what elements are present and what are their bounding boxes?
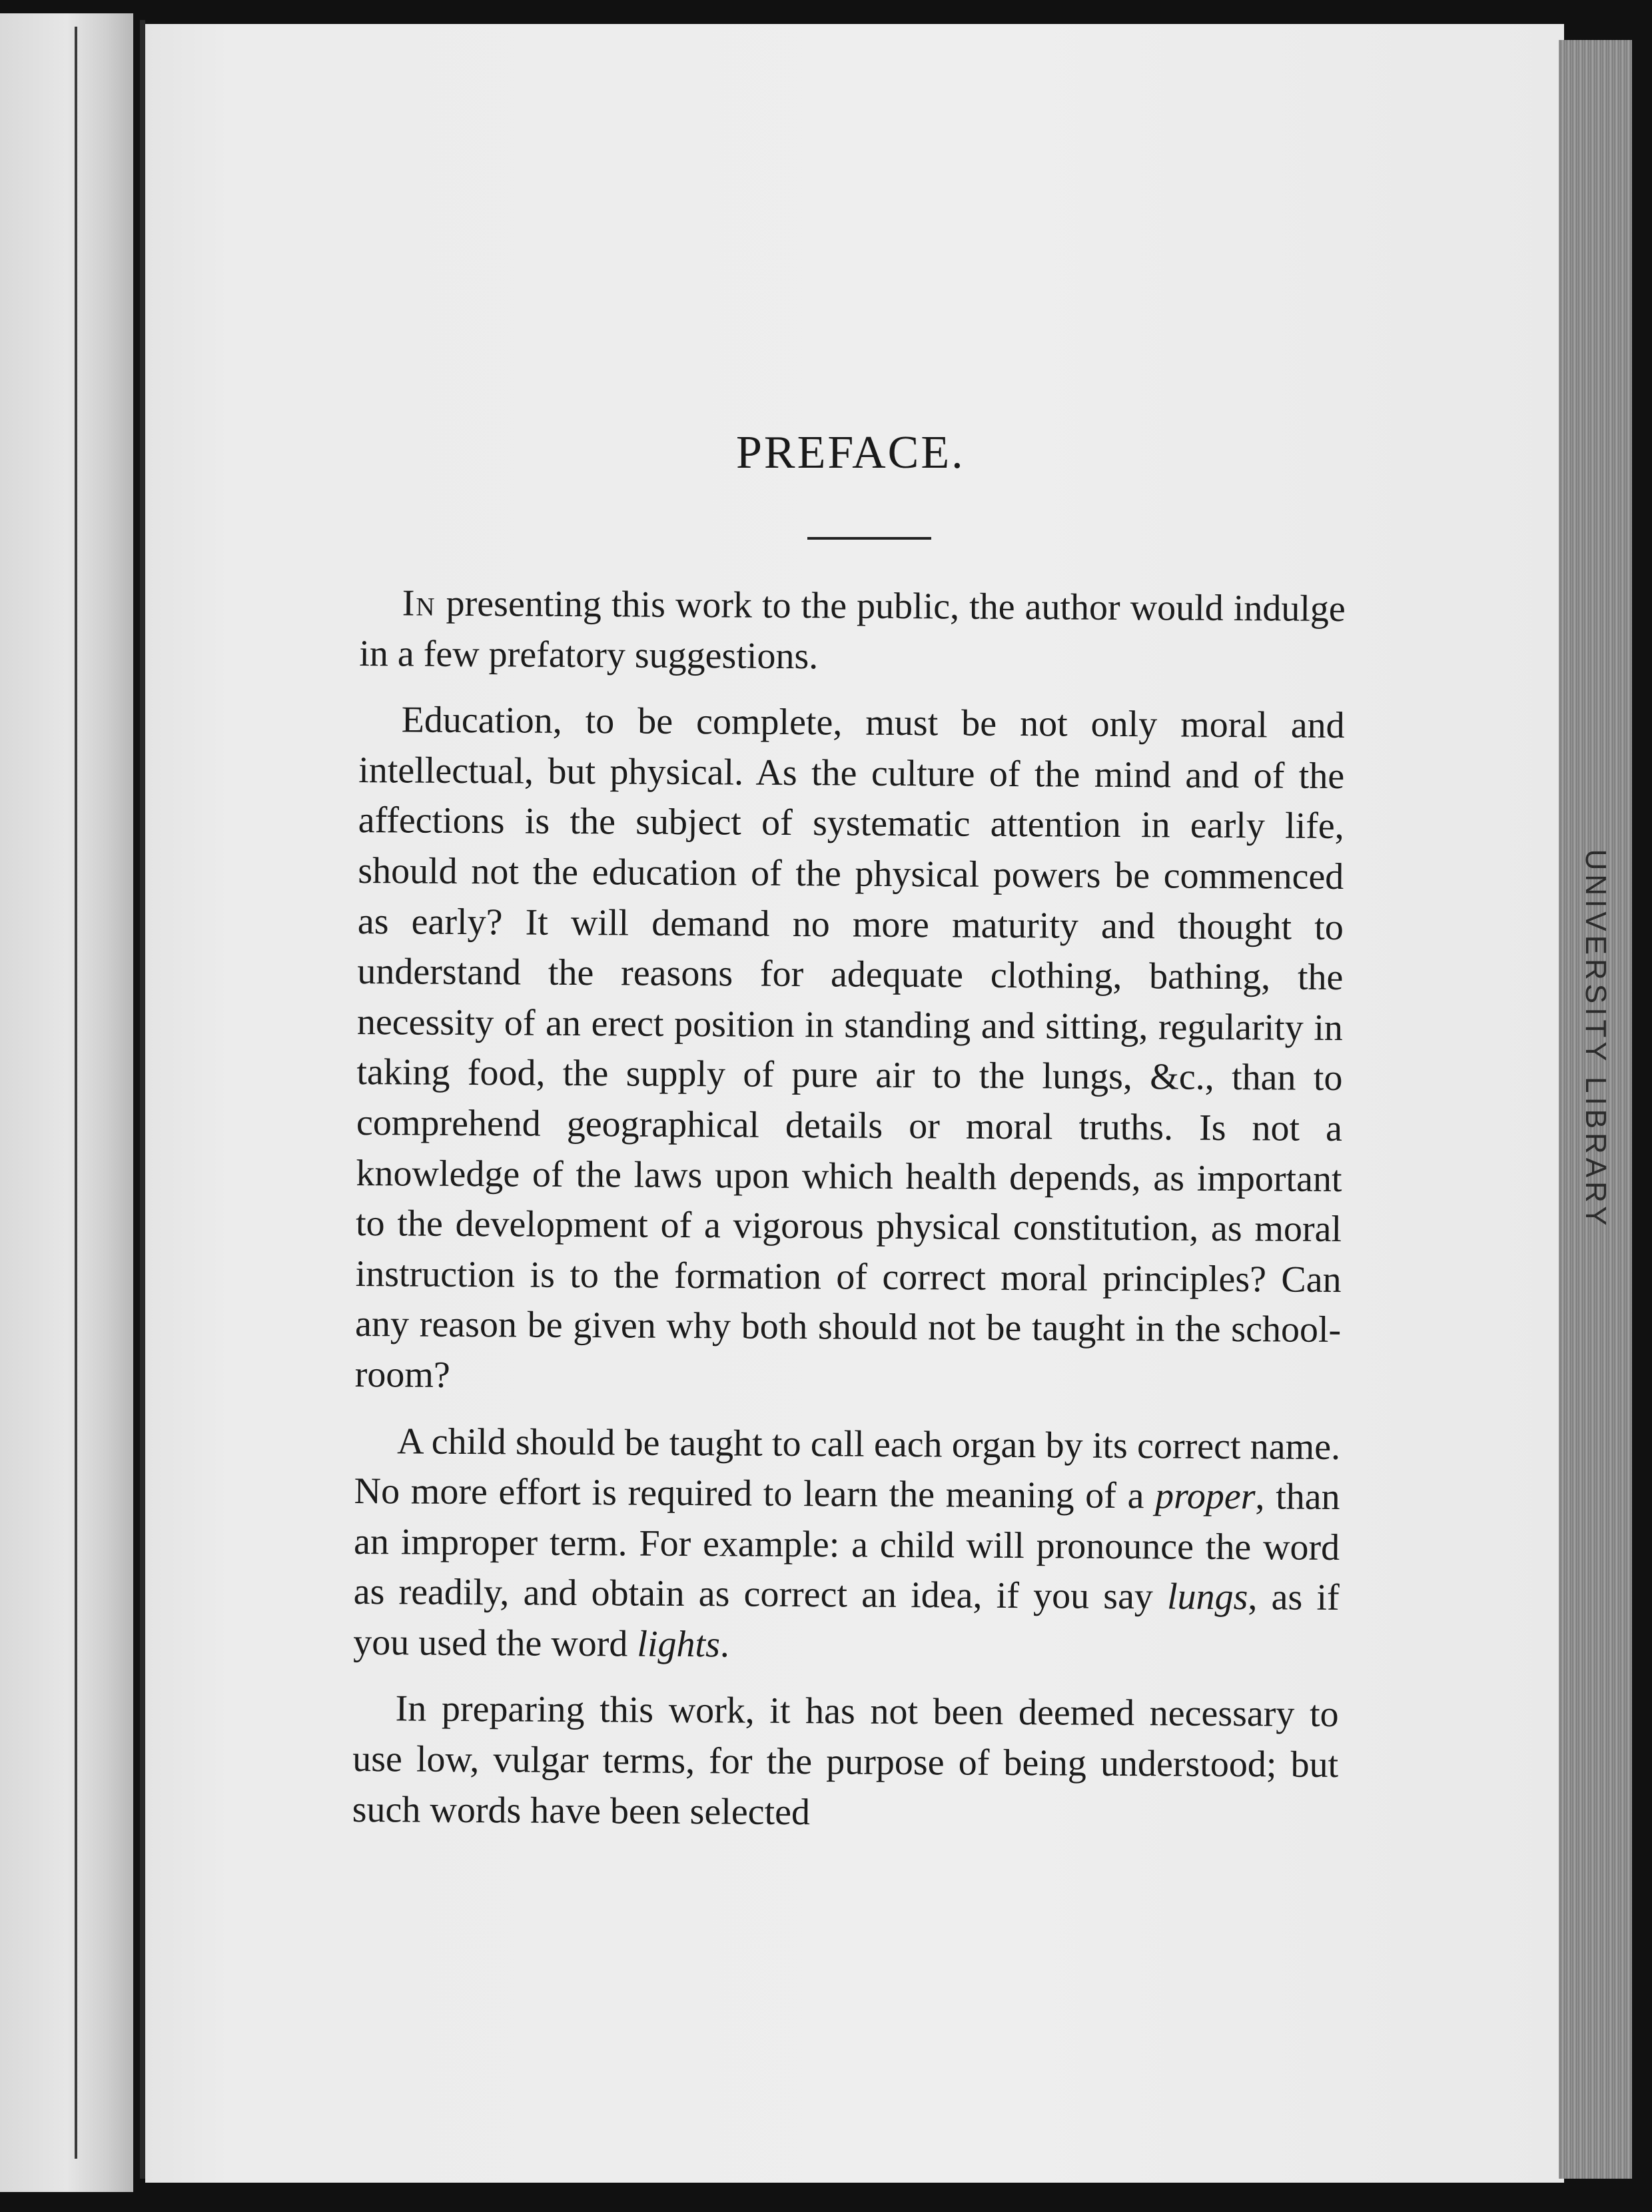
paragraph-4: In preparing this work, it has not been deemed necessary to use low, vulgar terms, for the purpose of being understood; but such words have been selected — [352, 1688, 1339, 1833]
paragraph-1 — [359, 578, 1346, 685]
left-page-edge — [0, 13, 133, 2192]
italic-term: lungs — [1166, 1576, 1248, 1618]
library-stamp-text: UNIVERSITY LIBRARY — [1579, 849, 1612, 1230]
paragraph-text: , than an improper term. For example: a child will pronounce the word as readily, and obtain as correct an idea, if you say — [353, 1476, 1340, 1618]
paragraph-text: presenting this work to the public, the author would indulge in a few prefatory suggestions. — [359, 582, 1346, 677]
paragraph-3 — [353, 1416, 1340, 1674]
drop-word: In — [402, 582, 436, 624]
page-title: PREFACE. — [736, 427, 965, 478]
italic-term: lights — [637, 1623, 721, 1666]
italic-term: proper — [1154, 1475, 1256, 1518]
paragraph-text: A child should be taught to call each organ by its correct name. No more effort is required to learn the meaning of a — [354, 1420, 1341, 1517]
title-divider — [807, 537, 931, 540]
paragraph-text: , as if you used the word — [353, 1576, 1340, 1665]
body-text — [352, 578, 1345, 1841]
gutter-shadow — [75, 27, 77, 2159]
binding-edge — [140, 20, 145, 2179]
paragraph-2: Education, to be complete, must be not only moral and intellectual, but physical. As the culture of the mind and of the affections is the subject of systematic attention in early life, should not the education of the physical powers be commenced as early? It will demand no more maturity and thought to understand the reasons for adequate clothing, bathing, the necessity of an erect position in standing and sitting, regularity in taking food, the supply of pure air to the lungs, &c., than to comprehend geographical details or moral truths. Is not a knowledge of the laws upon which health depends, as important to the development of a vigorous physical constitution, as moral instruction is to the formation of correct moral principles? Can any reason be given why both should not be taught in the school-room? — [354, 699, 1345, 1396]
paragraph-text: . — [719, 1624, 730, 1666]
